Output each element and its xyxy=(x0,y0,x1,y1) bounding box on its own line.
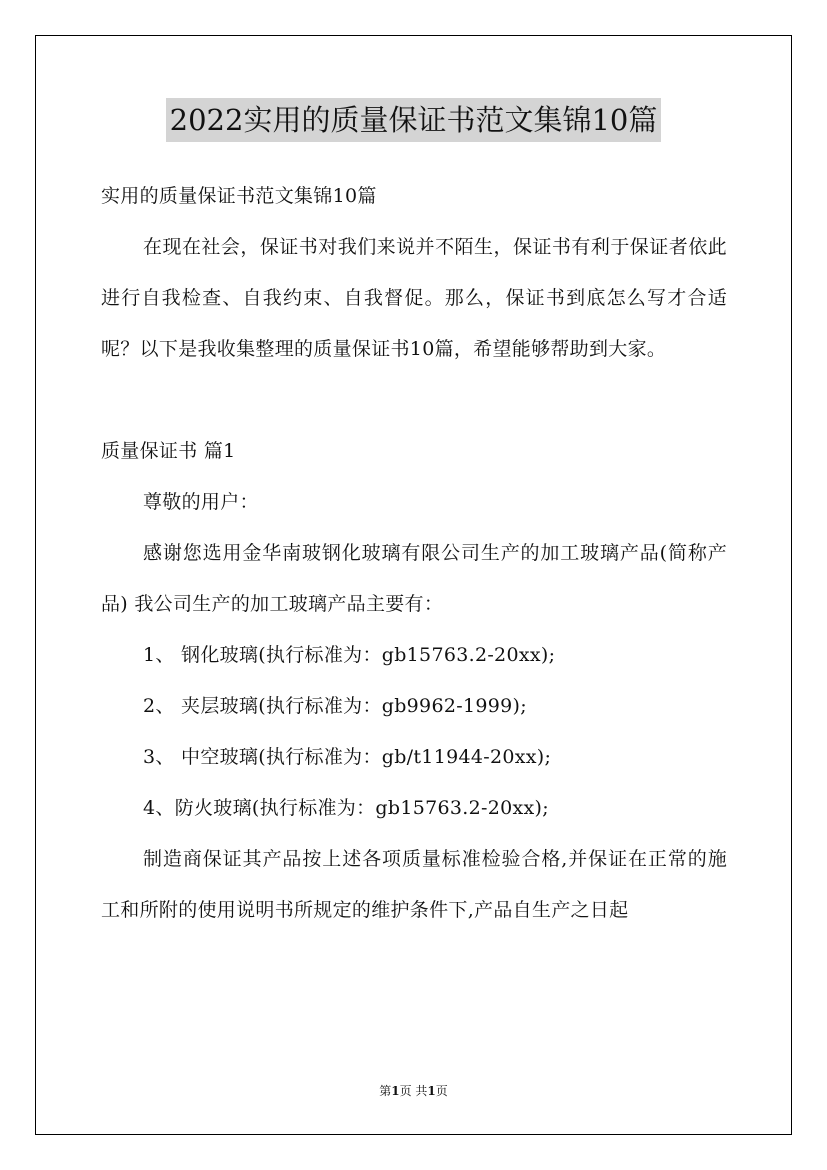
title-block xyxy=(0,98,827,142)
page-current: 1 xyxy=(391,1084,400,1098)
body-paragraph-1: 感谢您选用金华南玻钢化玻璃有限公司生产的加工玻璃产品(简称产品) 我公司生产的加工玻璃产品主要有： xyxy=(101,542,727,615)
subtitle: 实用的质量保证书范文集锦10篇 xyxy=(101,185,377,207)
list-item: 4、防火玻璃(执行标准为：gb15763.2-20xx); xyxy=(143,797,549,819)
list-item: 1、 钢化玻璃(执行标准为：gb15763.2-20xx); xyxy=(143,644,556,666)
page-title: 2022实用的质量保证书范文集锦10篇 xyxy=(166,98,662,142)
body-paragraph-2: 制造商保证其产品按上述各项质量标准检验合格,并保证在正常的施工和所附的使用说明书所规定的维护条件下,产品自生产之日起 xyxy=(101,848,727,921)
page-label-prefix: 第 xyxy=(379,1084,392,1098)
page-total: 1 xyxy=(427,1084,436,1098)
salutation: 尊敬的用户： xyxy=(143,491,259,513)
document-body xyxy=(101,171,727,936)
list-item: 2、 夹层玻璃(执行标准为：gb9962-1999); xyxy=(143,695,527,717)
page-label-suffix: 页 xyxy=(435,1084,448,1098)
list-item: 3、 中空玻璃(执行标准为：gb/t11944-20xx); xyxy=(143,746,552,768)
page-label-mid: 页 共 xyxy=(399,1084,428,1098)
section-heading: 质量保证书 篇1 xyxy=(101,440,236,462)
page-footer xyxy=(0,1082,827,1100)
intro-paragraph: 在现在社会，保证书对我们来说并不陌生，保证书有利于保证者依此进行自我检查、自我约束、自我督促。那么，保证书到底怎么写才合适呢？以下是我收集整理的质量保证书10篇，希望能够帮助到大家。 xyxy=(101,236,727,360)
spacer xyxy=(101,375,727,426)
